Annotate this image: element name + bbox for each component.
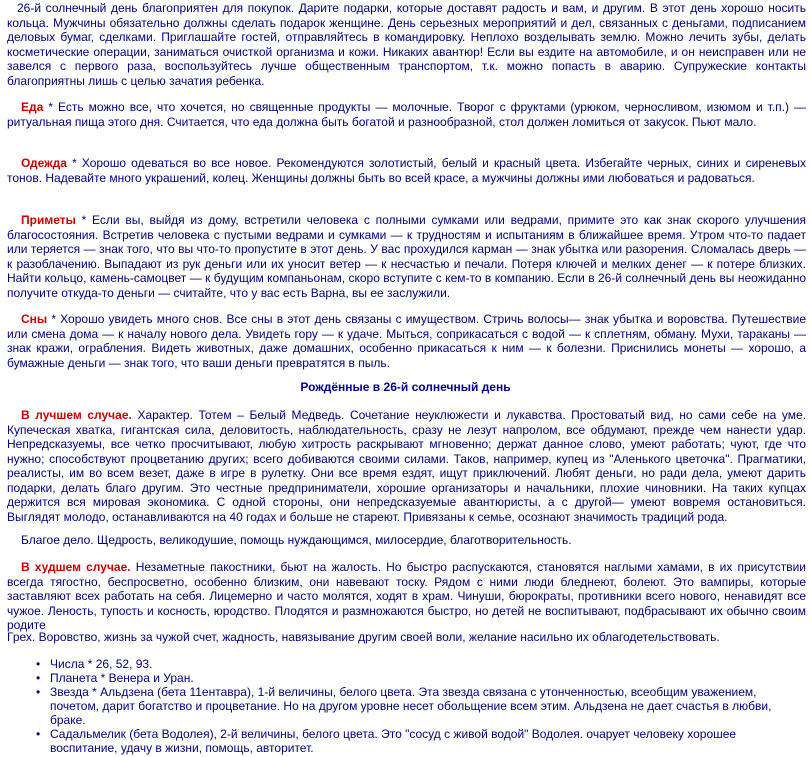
facts-planet: Планета * Венера и Уран.	[50, 671, 194, 685]
clothes-text: * Хорошо одеваться во все новое. Рекомендуются золотистый, белый и красный цвета. Избегайте черных, синих и сиреневых тонов. Надевайте много украшений, колец. Женщины должны быть во всей красе, а мужчины должны ими любоваться и радоваться.	[7, 156, 806, 185]
food-text: * Есть можно все, что хочется, но священные продукты — молочные. Творог с фруктами (урюком, черносливом, изюмом и т.п.) — ритуальная пища этого дня. Считается, что еда должна быть богатой и разнообразной, стол должен ломиться от закусок. Пьют мало.	[7, 100, 806, 129]
dreams-text: * Хорошо увидеть много снов. Все сны в этот день связаны с имуществом. Стричь волосы— знак убытка и воровства. Путешествие или смена дома — к началу нового дела. Увидеть гору — к удаче. Мыться, соприкасаться с водой — к сплетням, обману. Мухи, тараканы — знак кражи, ограбления. Видеть животных, даже домашних, особенно прикасаться к ним — к болезни. Приснились монеты — хорошо, а бумажные деньги — знак того, что ваши деньги превратятся в пыль.	[7, 312, 806, 370]
sin-paragraph	[7, 630, 806, 645]
best-case-text: Характер. Тотем – Белый Медведь. Сочетание неуклюжести и лукавства. Простоватый вид, но сами себе на уме. Купеческая хватка, гигантская сила, деловитость, наблюдательность, сразу не лезут напролом, все обдумают, прежде чем нанести удар. Непредсказуемы, все четко просчитывают, любую хитрость раскрывают мгновенно; держат данное слово, умеют работать; чуют, где что нужно; способствуют процветанию других; всего добиваются своими силами. Таков, например, купец из "Аленького цветочка". Прагматики, реалисты, им во всем везет, даже в игре в рулетку. Они все время ездят, ищут приключений. Любят деньги, но ради дела, умеют дарить подарки, делать благо другим. Это честные предприниматели, хорошие организаторы и начальники, плохие чиновники. На таких купцах держится вся мировая экономика. С одной стороны, они непредсказуемые авантюристы, а с другой— умеют вовремя остановиться. Выглядят молодо, останавливаются на 40 годах и больше не стареют. Привязаны к семье, осознают значимость традиций рода.	[7, 408, 806, 524]
food-paragraph	[7, 100, 806, 129]
intro-paragraph	[7, 1, 806, 88]
list-item	[36, 657, 806, 671]
facts-list	[0, 657, 806, 755]
best-case-label: В лучшем случае.	[21, 408, 132, 422]
list-item	[36, 727, 806, 755]
clothes-label: Одежда	[21, 156, 67, 170]
worst-case-paragraph	[7, 560, 806, 633]
bullet-icon: •	[36, 671, 41, 685]
dreams-label: Сны	[21, 312, 48, 326]
worst-case-label: В худшем случае.	[21, 560, 131, 574]
sin-text: Грех. Воровство, жизнь за чужой счет, жадность, навязывание другим своей воли, желание насильно их облагодетельствовать.	[7, 630, 720, 644]
bullet-icon: •	[36, 685, 41, 699]
clothes-paragraph	[7, 156, 806, 185]
list-item	[36, 671, 806, 685]
intro-text: 26-й солнечный день благоприятен для покупок. Дарите подарки, которые доставят радость и вам, и другим. В этот день хорошо носить кольца. Мужчины обязательно должны сделать подарок женщине. День серьезных мероприятий и дел, связанных с деньгами, подписанием деловых бумаг, сделками. Приглашайте гостей, отправляйтесь в командировку. Неплохо возделывать землю. Можно лечить зубы, делать косметические операции, заниматься очисткой организма и кожи. Никаких авантюр! Если вы ездите на автомобиле, и он неисправен или не завелся с первого раза, воспользуйтесь лучше общественным транспортом, т.к. можно попасть в аварию. Супружеские контакты благоприятны лишь с целью зачатия ребенка.	[7, 1, 806, 88]
good-deed-paragraph	[7, 533, 806, 548]
dreams-paragraph	[7, 312, 806, 370]
facts-sadalmelik: Садальмелик (бета Водолея), 2-й величины, белого цвета. Это "сосуд с живой водой" Водолея. очарует человеку хорошее воспитание, удачу в жизни, помощь, авторитет.	[50, 727, 737, 755]
list-item	[36, 685, 806, 727]
best-case-paragraph	[7, 408, 806, 524]
omens-paragraph	[7, 213, 806, 300]
section-title: Рождённые в 26-й солнечный день	[300, 380, 511, 394]
worst-case-text: Незаметные пакостники, бьют на жалость. Но быстро распускаются, становятся наглыми хамами, в их присутствии всегда тягостно, беспросветно, особенно близким, они навевают тоску. Рядом с ними люди бледнеют, болеют. Это вампиры, которые заставляют всех работать на себя. Лицемерно и часто молятся, ходят в храм. Чинуши, бюрократы, противники всего нового, ненавидят все чужое. Леность, тупость и косность, юродство. Плодятся и размножаются быстро, но детей не воспитывают, подбрасывают их обычно своим родите	[7, 560, 806, 632]
omens-label: Приметы	[21, 213, 76, 227]
good-deed-text: Благое дело. Щедрость, великодушие, помощь нуждающимся, милосердие, благотворительность.	[21, 533, 572, 547]
food-label: Еда	[21, 100, 44, 114]
facts-star: Звезда * Альдзена (бета 11ентавра), 1-й величины, белого цвета. Эта звезда связана с утонченностью, всеобщим уважением, почетом, дарит богатство и процветание. Но на другом уровне несет обольщение всем этим. Альдзена не дает счастья в любви, браке.	[50, 685, 772, 727]
facts-numbers: Числа * 26, 52, 93.	[50, 657, 153, 671]
bullet-icon: •	[36, 657, 41, 671]
bullet-icon: •	[36, 727, 41, 741]
omens-text: * Если вы, выйдя из дому, встретили человека с полными сумками или ведрами, примите это как знак скорого улучшения благосостояния. Встретив человека с пустыми ведрами и сумками — к трудностям и испытаниям в ближайшее время. Утром что-то падает или теряется — знак того, что вы что-то пропустите в этот день. У вас прохудился карман — знак убытка или разорения. Сломалась дверь — к разоблачению. Выпадают из рук деньги или их уносит ветер — к несчастью и печали. Потеря ключей и мелких денег — к потере близких. Найти кольцо, камень-самоцвет — к будущим компаньонам, скоро вступите с кем-то в компанию. Если в 26-й солнечный день вы неожиданно получите откуда-то деньги — считайте, что у вас есть Варна, вы ее заслужили.	[7, 213, 806, 300]
